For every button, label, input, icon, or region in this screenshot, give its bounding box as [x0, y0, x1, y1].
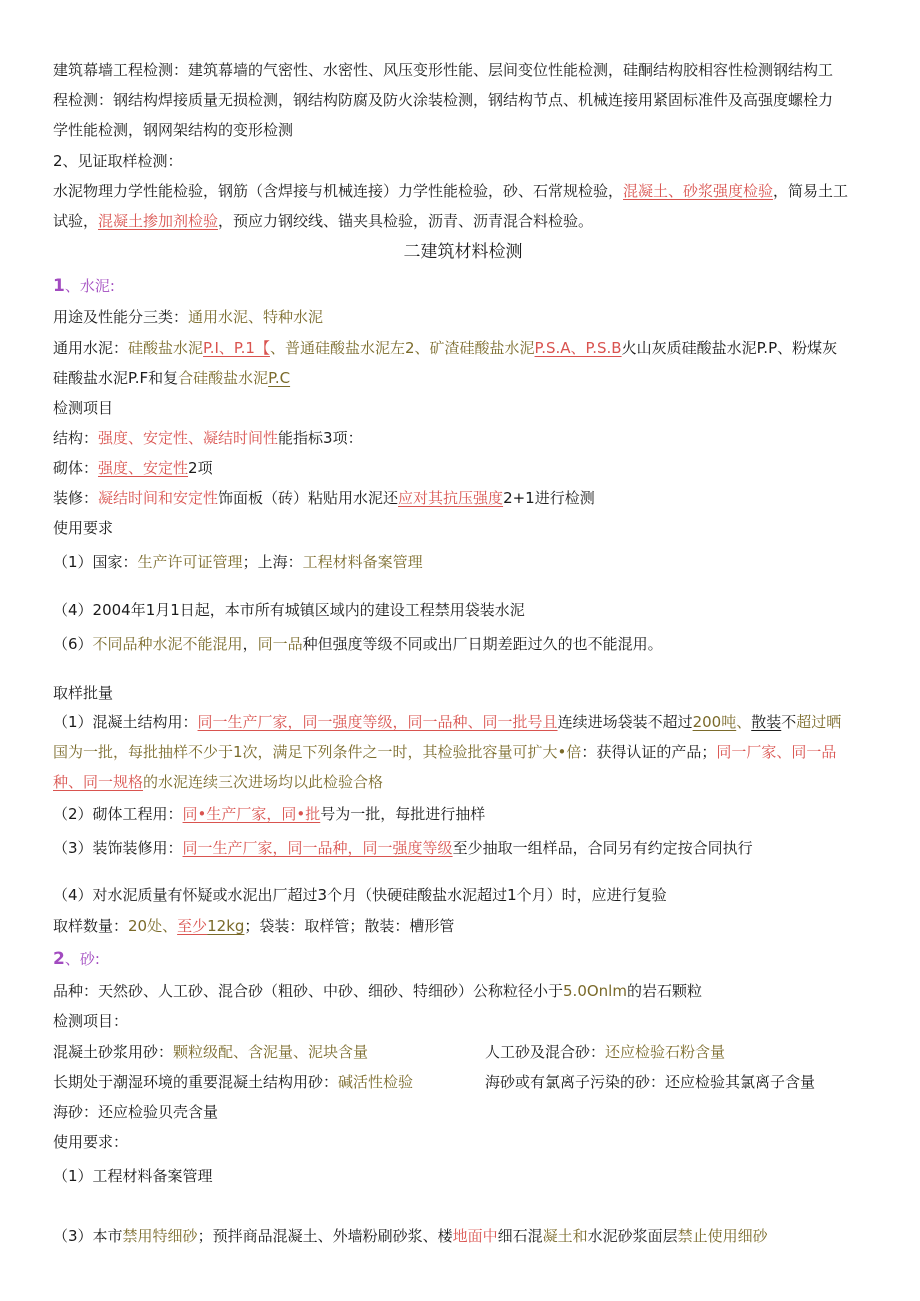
paragraph-line: 海砂或有氯离子污染的砂：还应检验其氯离子含量: [485, 1073, 816, 1091]
text: 试验，: [53, 212, 99, 230]
highlight-text: 不同品种水泥不能混用: [92, 635, 243, 653]
text: ；预拌商品混凝土、外墙粉刷砂浆、楼: [197, 1227, 453, 1245]
highlight-text: 凝结时间和安定性: [98, 489, 219, 507]
text: 砌体：: [53, 459, 99, 477]
highlight-text: 碱活性检验: [338, 1073, 414, 1091]
highlight-text: 的水泥连续三次进场均以此检验合格: [143, 773, 384, 791]
paragraph-line: [53, 307, 323, 327]
highlight-text: 混凝土、砂浆强度检验: [623, 182, 774, 200]
text: （6）: [53, 635, 93, 653]
highlight-text: 散装: [751, 713, 782, 731]
text: 通用水泥：: [53, 339, 129, 357]
section-title: 二建筑材料检测: [403, 242, 523, 262]
highlight-text: 可扩大•倍: [512, 743, 582, 761]
highlight-text: 、普通硅酸盐水泥左2、矿渣硅酸盐水泥: [269, 339, 535, 357]
highlight-text: 超过晒: [796, 713, 842, 731]
highlight-text: 强度、安定性: [98, 459, 189, 477]
text: 结构：: [53, 429, 99, 447]
highlight-text: 同•生产厂家，同•批: [182, 805, 321, 823]
highlight-text: P.C: [268, 369, 291, 387]
text: 火山灰质硅酸盐水泥P.P、粉煤灰: [621, 339, 838, 357]
text: （1）国家：: [53, 553, 138, 571]
text: 能指标3项：: [278, 429, 363, 447]
section-label: 、水泥:: [64, 277, 115, 295]
highlight-text: 还应检验石粉含量: [605, 1043, 726, 1061]
highlight-text: P.I、P.1【: [203, 339, 270, 357]
highlight-text: 同一厂家、同一品: [716, 743, 837, 761]
paragraph-line: 取样批量: [53, 684, 114, 702]
section-number: 2: [53, 949, 65, 969]
highlight-text: 同一品: [257, 635, 303, 653]
paragraph-line: [53, 181, 848, 201]
paragraph-line: [53, 458, 213, 478]
highlight-text: 200吨: [692, 713, 737, 731]
highlight-text: 工程材料备案管理: [302, 553, 423, 571]
highlight-text: 同一生产厂家，同一强度等级，同一品种、同一批号且: [197, 713, 558, 731]
text: 人工砂及混合砂：: [485, 1043, 606, 1061]
text: 长期处于潮湿环境的重要混凝土结构用砂：: [53, 1073, 339, 1091]
paragraph-line: [53, 338, 837, 358]
paragraph-line: 程检测：钢结构焊接质量无损检测，钢结构防腐及防火涂装检测，钢结构节点、机械连接用紧固标准件及高强度螺栓力: [53, 91, 834, 109]
text: 水泥砂浆面层: [587, 1227, 678, 1245]
text: （3）本市: [53, 1227, 123, 1245]
highlight-text: 5.0Onlm: [563, 982, 627, 1000]
paragraph-line: 使用要求：: [53, 1133, 129, 1151]
paragraph-line: 使用要求: [53, 519, 114, 537]
text: 细石混: [497, 1227, 543, 1245]
paragraph-line: [53, 1226, 768, 1246]
highlight-text: 禁止使用细砂: [677, 1227, 768, 1245]
text: ，预应力钢绞线、锚夹具检验，沥青、沥青混合料检验。: [218, 212, 594, 230]
highlight-text: 至少: [177, 917, 208, 935]
text: 2项: [188, 459, 213, 477]
highlight-text: 颗粒级配、含泥量、泥块含量: [173, 1043, 369, 1061]
highlight-text: 禁用特细砂: [122, 1227, 198, 1245]
text: 取样数量：: [53, 917, 129, 935]
paragraph-line: [53, 634, 663, 654]
highlight-text: 混凝土掺加剂检验: [98, 212, 219, 230]
highlight-text: 通用水泥、特种水泥: [188, 308, 324, 326]
text: 至少抽取一组样品，合同另有约定按合同执行: [452, 839, 753, 857]
text: 水泥物理力学性能检验，钢筋（含焊接与机械连接）力学性能检验，砂、石常规检验，: [53, 182, 624, 200]
text: （2）砌体工程用：: [53, 805, 183, 823]
paragraph-line: [53, 981, 702, 1001]
text: 2+1进行检测: [503, 489, 595, 507]
highlight-text: 硅酸盐水泥: [128, 339, 204, 357]
paragraph-line: 检测项目: [53, 399, 114, 417]
text: ，简易土工: [773, 182, 849, 200]
text: 种但强度等级不同或出厂日期差距过久的也不能混用。: [302, 635, 663, 653]
paragraph-line: [53, 368, 290, 388]
highlight-text: 合硅酸盐水泥: [178, 369, 269, 387]
text: ；上海：: [242, 553, 303, 571]
text: （3）装饰装修用：: [53, 839, 183, 857]
highlight-text: 20处、: [128, 917, 178, 935]
highlight-text: 国为一批，每批抽样不少于1次，满足下列条件之一时，其检验批容量: [53, 743, 513, 761]
highlight-text: 12kg: [207, 917, 245, 935]
highlight-text: 凝土和: [542, 1227, 588, 1245]
section-label: 、砂:: [64, 950, 100, 968]
text: 混凝土砂浆用砂：: [53, 1043, 174, 1061]
text: 硅酸盐水泥P.F和复: [53, 369, 179, 387]
paragraph-line: （1）工程材料备案管理: [53, 1167, 213, 1185]
paragraph-line: 学性能检测，钢网架结构的变形检测: [53, 121, 294, 139]
text: （1）混凝土结构用：: [53, 713, 198, 731]
paragraph-line: [53, 211, 593, 231]
highlight-text: 地面中: [452, 1227, 498, 1245]
paragraph-line: [53, 428, 363, 448]
highlight-text: 、: [736, 713, 752, 731]
text: 品种：天然砂、人工砂、混合砂（粗砂、中砂、细砂、特细砂）公称粒径小于: [53, 982, 564, 1000]
text: 不: [781, 713, 797, 731]
paragraph-line: [485, 1042, 725, 1062]
paragraph-line: [53, 804, 485, 824]
text: 号为一批，每批进行抽样: [320, 805, 486, 823]
paragraph-line: 海砂：还应检验贝壳含量: [53, 1103, 219, 1121]
paragraph-line: （4）2004年1月1日起，本市所有城镇区域内的建设工程禁用袋装水泥: [53, 601, 525, 619]
paragraph-line: [53, 1042, 368, 1062]
section-number: 1: [53, 276, 65, 296]
highlight-text: 强度、安定性、凝结时间性: [98, 429, 279, 447]
paragraph-line: [53, 742, 836, 762]
witness-heading: 2、见证取样检测：: [53, 152, 183, 170]
sand-heading: [53, 949, 100, 969]
highlight-text: 应对其抗压强度: [398, 489, 504, 507]
paragraph-line: [53, 1072, 413, 1092]
text: ；袋装：取样管；散装：槽形管: [244, 917, 455, 935]
paragraph-line: [53, 916, 454, 936]
text: 装修：: [53, 489, 99, 507]
paragraph-line: [53, 552, 423, 572]
text: 用途及性能分三类：: [53, 308, 189, 326]
paragraph-line: （4）对水泥质量有怀疑或水泥出厂超过3个月（快硬硅酸盐水泥超过1个月）时，应进行复验: [53, 886, 667, 904]
text: 饰面板（砖）粘贴用水泥还: [218, 489, 399, 507]
highlight-text: 种、同一规格: [53, 773, 144, 791]
paragraph-line: [53, 712, 841, 732]
text: ，: [242, 635, 258, 653]
highlight-text: 同一生产厂家，同一品种，同一强度等级: [182, 839, 453, 857]
paragraph-line: [53, 838, 753, 858]
highlight-text: 生产许可证管理: [137, 553, 243, 571]
paragraph-line: 检测项目：: [53, 1012, 129, 1030]
text: 的岩石颗粒: [626, 982, 702, 1000]
highlight-text: P.S.A、P.S.B: [534, 339, 622, 357]
text: ：获得认证的产品；: [581, 743, 717, 761]
paragraph-line: [53, 488, 595, 508]
paragraph-line: 建筑幕墙工程检测：建筑幕墙的气密性、水密性、风压变形性能、层间变位性能检测，硅酮结构胶相容性检测钢结构工: [53, 61, 834, 79]
paragraph-line: [53, 772, 383, 792]
text: 连续进场袋装不超过: [557, 713, 693, 731]
cement-heading: [53, 276, 115, 296]
